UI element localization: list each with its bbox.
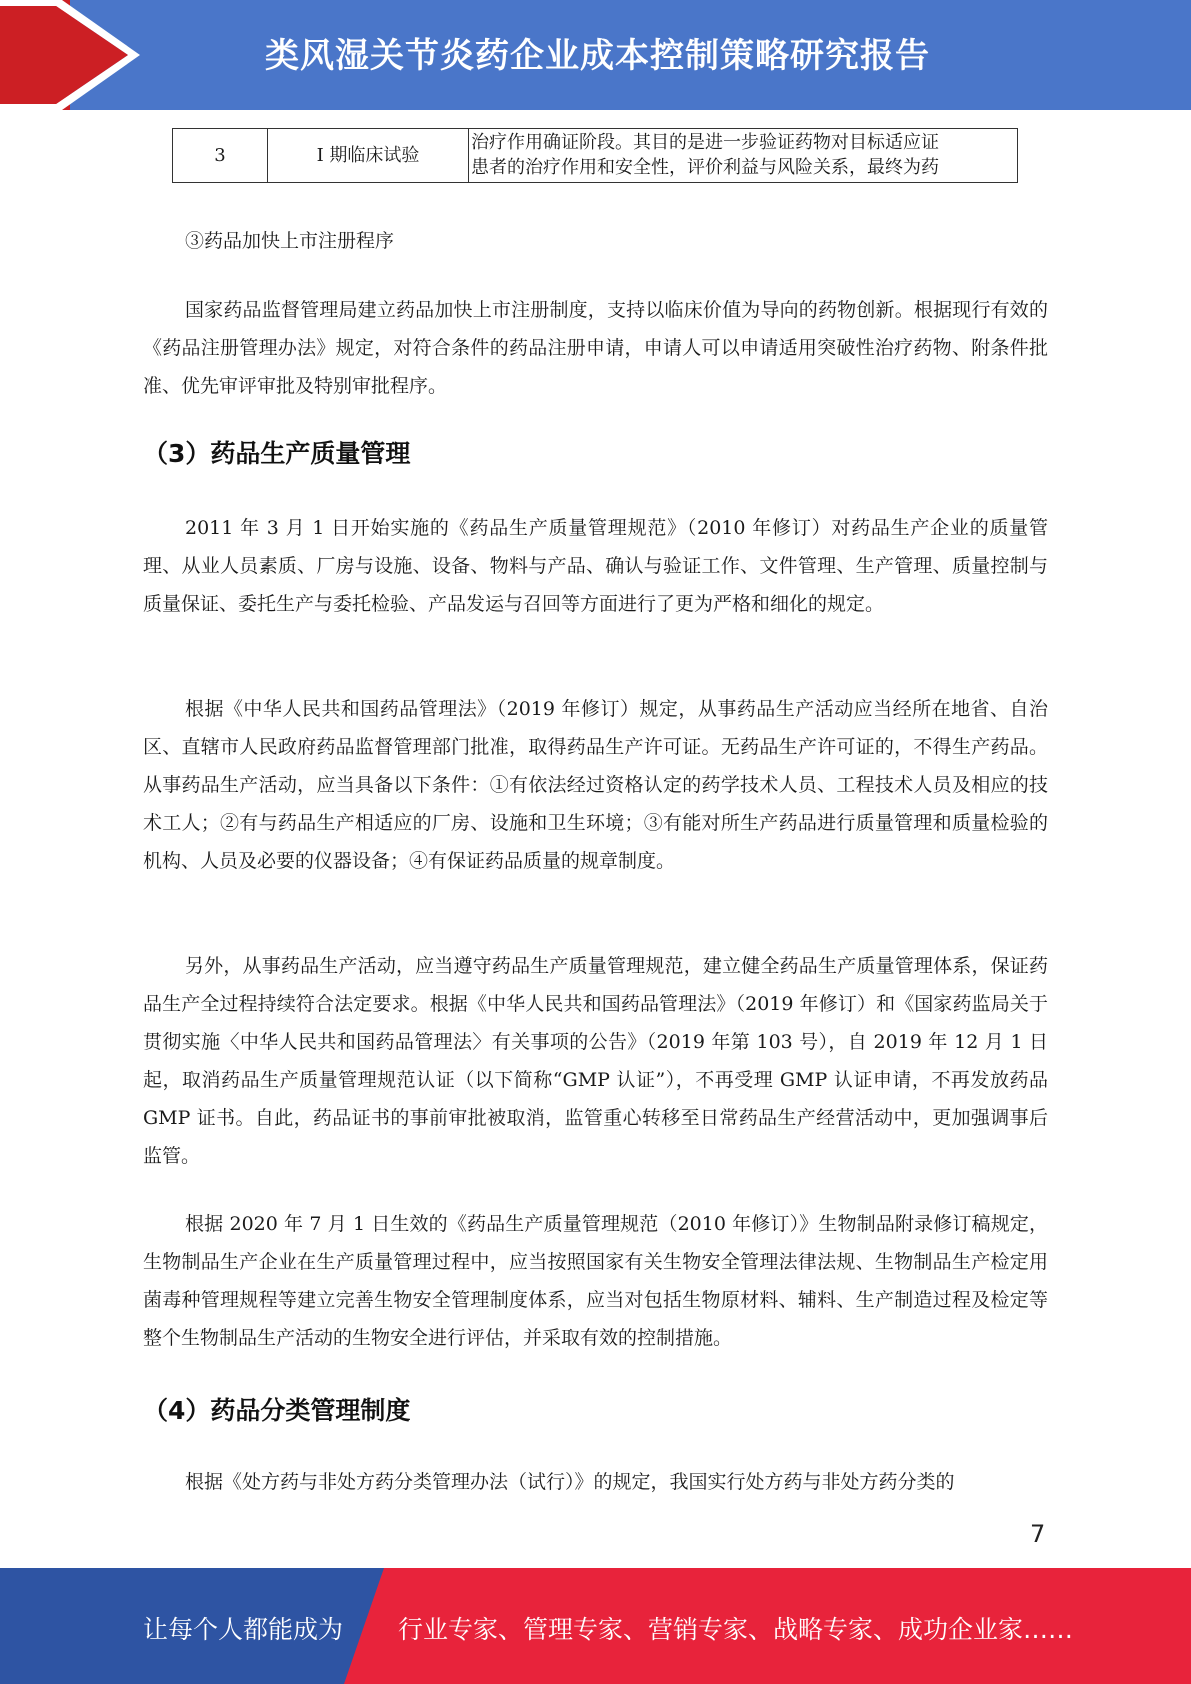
section-heading-3: （3）药品生产质量管理: [143, 439, 411, 468]
page-number: 7: [1030, 1520, 1046, 1548]
header-chevron-icon: [0, 0, 150, 110]
table-row: [173, 129, 1018, 183]
page-header: [0, 0, 1191, 110]
table-cell-stage-name: I 期临床试验: [268, 129, 469, 183]
clinical-stage-table: [172, 128, 1018, 183]
section-heading-4: （4）药品分类管理制度: [143, 1396, 411, 1425]
page-footer: [0, 1568, 1191, 1684]
paragraph: 2011 年 3 月 1 日开始实施的《药品生产质量管理规范》（2010 年修订）对药品生产企业的质量管理、从业人员素质、厂房与设施、设备、物料与产品、确认与验证工作、文件管理、生产管理、质量控制与质量保证、委托生产与委托检验、产品发运与召回等方面进行了更为严格和细化的规定。: [143, 517, 1048, 615]
paragraph: 另外，从事药品生产活动，应当遵守药品生产质量管理规范，建立健全药品生产质量管理体系，保证药品生产全过程持续符合法定要求。根据《中华人民共和国药品管理法》（2019 年修订）和《国家药监局关于贯彻实施〈中华人民共和国药品管理法〉有关事项的公告》（2019 年第 103 号），自 2019 年 12 月 1 日起，取消药品生产质量管理规范认证（以下简称“GMP 认证”），不再受理 GMP 认证申请，不再发放药品 GMP 证书。自此，药品证书的事前审批被取消，监管重心转移至日常药品生产经营活动中，更加强调事后监管。: [143, 955, 1048, 1167]
description-line: 患者的治疗作用和安全性，评价利益与风险关系，最终为药: [471, 157, 939, 178]
table-cell-number: 3: [173, 129, 268, 183]
footer-slogan-right: 行业专家、管理专家、营销专家、战略专家、成功企业家……: [398, 1615, 1074, 1644]
report-title: 类风湿关节炎药企业成本控制策略研究报告: [265, 36, 930, 76]
subheading-fast-registration: ③药品加快上市注册程序: [185, 230, 395, 252]
paragraph: 国家药品监督管理局建立药品加快上市注册制度，支持以临床价值为导向的药物创新。根据现行有效的《药品注册管理办法》规定，对符合条件的药品注册申请，申请人可以申请适用突破性治疗药物、附条件批准、优先审评审批及特别审批程序。: [143, 299, 1048, 397]
paragraph: 根据 2020 年 7 月 1 日生效的《药品生产质量管理规范（2010 年修订）》生物制品附录修订稿规定，生物制品生产企业在生产质量管理过程中，应当按照国家有关生物安全管理法律法规、生物制品生产检定用菌毒种管理规程等建立完善生物安全管理制度体系，应当对包括生物原材料、辅料、生产制造过程及检定等整个生物制品生产活动的生物安全进行评估，并采取有效的控制措施。: [143, 1213, 1048, 1349]
table-cell-description: [469, 129, 1018, 183]
paragraph: 根据《中华人民共和国药品管理法》（2019 年修订）规定，从事药品生产活动应当经所在地省、自治区、直辖市人民政府药品监督管理部门批准，取得药品生产许可证。无药品生产许可证的，不得生产药品。从事药品生产活动，应当具备以下条件：①有依法经过资格认定的药学技术人员、工程技术人员及相应的技术工人；②有与药品生产相适应的厂房、设施和卫生环境；③有能对所生产药品进行质量管理和质量检验的机构、人员及必要的仪器设备；④有保证药品质量的规章制度。: [143, 698, 1048, 872]
footer-slogan-left: 让每个人都能成为: [143, 1615, 344, 1644]
paragraph: 根据《处方药与非处方药分类管理办法（试行）》的规定，我国实行处方药与非处方药分类的: [185, 1471, 955, 1493]
description-line: 治疗作用确证阶段。其目的是进一步验证药物对目标适应证: [471, 132, 939, 153]
